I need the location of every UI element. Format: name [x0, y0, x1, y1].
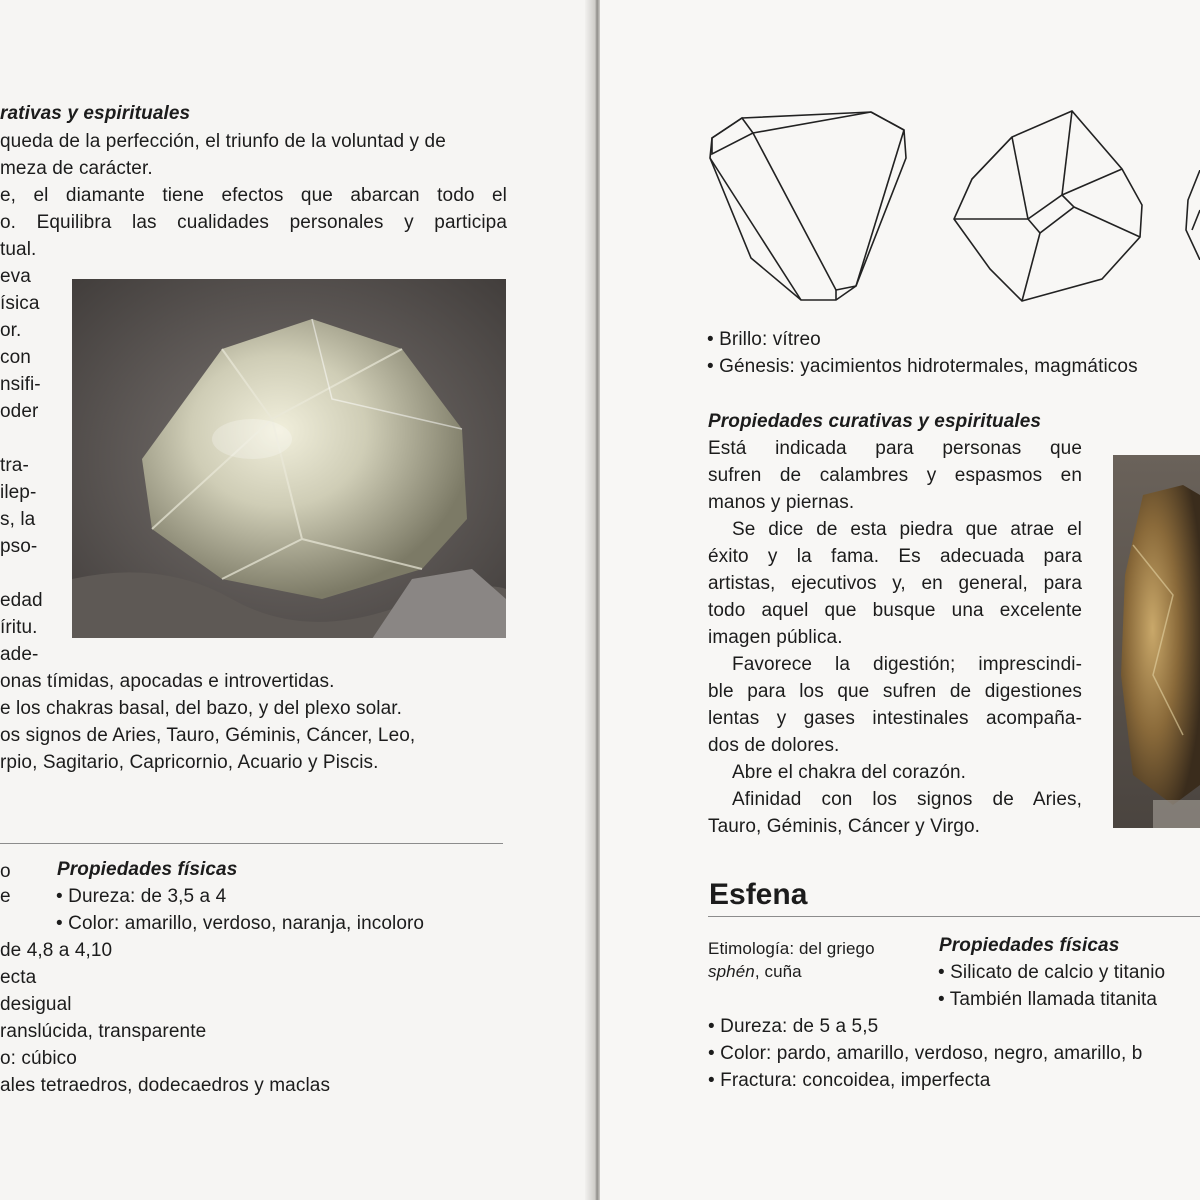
side-line: tra-: [0, 455, 29, 476]
bottom-line-2: e los chakras basal, del bazo, y del plexo solar.: [0, 698, 403, 719]
prop-item: • Génesis: yacimientos hidrotermales, magmáticos: [707, 356, 1138, 377]
side-line: con: [0, 347, 31, 368]
healing-line: ble para los que sufren de digestiones: [708, 681, 1082, 702]
sphene-photo: [1113, 455, 1200, 828]
side-line: pso-: [0, 536, 38, 557]
bottom-line-4: rpio, Sagitario, Capricornio, Acuario y Piscis.: [0, 752, 379, 773]
etymology-label: Etimología: del griego: [708, 939, 875, 958]
physical-item: • Dureza: de 3,5 a 4: [56, 886, 227, 907]
side-line: eva: [0, 266, 31, 287]
prop-item: • Brillo: vítreo: [707, 329, 821, 350]
physical-more: • Dureza: de 5 a 5,5: [708, 1016, 879, 1037]
lower-line: ales tetraedros, dodecaedros y maclas: [0, 1075, 331, 1096]
side-line: or.: [0, 320, 22, 341]
healing-line: Se dice de esta piedra que atrae el: [732, 519, 1082, 540]
bottom-line-3: os signos de Aries, Tauro, Géminis, Cáncer, Leo,: [0, 725, 416, 746]
healing-line: todo aquel que busque una excelente: [708, 600, 1082, 621]
side-line: ilep-: [0, 482, 37, 503]
healing-line: éxito y la fama. Es adecuada para: [708, 546, 1082, 567]
bottom-line-1: onas tímidas, apocadas e introvertidas.: [0, 671, 335, 692]
side-line: s, la: [0, 509, 36, 530]
lower-line: ecta: [0, 967, 37, 988]
physical-item: • También llamada titanita: [938, 989, 1158, 1010]
physical-more: • Color: pardo, amarillo, verdoso, negro, amarillo, b: [708, 1043, 1143, 1064]
healing-line: sufren de calambres y espasmos en: [708, 465, 1082, 486]
left-page: [0, 0, 590, 1200]
etymology-greek: sphén: [708, 962, 755, 981]
title-rule: [708, 916, 1200, 917]
physical-item: • Silicato de calcio y titanio: [938, 962, 1166, 983]
physical-item: • Color: amarillo, verdoso, naranja, incoloro: [56, 913, 425, 934]
section-divider: [0, 843, 503, 844]
healing-line: imagen pública.: [708, 627, 843, 648]
etymology-meaning: , cuña: [754, 962, 802, 981]
crystal-drawing-1: [706, 108, 916, 304]
healing-line: Tauro, Géminis, Cáncer y Virgo.: [708, 816, 981, 837]
healing-line: artistas, ejecutivos y, en general, para: [708, 573, 1082, 594]
margin-text: o: [0, 861, 11, 882]
lower-line: desigual: [0, 994, 72, 1015]
lower-line: o: cúbico: [0, 1048, 77, 1069]
right-page: [600, 0, 1200, 1200]
healing-line: Abre el chakra del corazón.: [732, 762, 966, 783]
intro-line-1: queda de la perfección, el triunfo de la voluntad y de: [0, 131, 446, 152]
etymology-word: [708, 958, 802, 985]
healing-line: Afinidad con los signos de Aries,: [732, 789, 1082, 810]
intro-line-4: o. Equilibra las cualidades personales y participa: [0, 212, 507, 233]
healing-line: manos y piernas.: [708, 492, 855, 513]
intro-line-2: meza de carácter.: [0, 158, 153, 179]
intro-line-3: e, el diamante tiene efectos que abarcan todo el: [0, 185, 507, 206]
healing-line: lentas y gases intestinales acompaña-: [708, 708, 1082, 729]
crystal-photo: [72, 279, 506, 638]
lower-line: ranslúcida, transparente: [0, 1021, 207, 1042]
side-line: ade-: [0, 644, 39, 665]
side-line: ísica: [0, 293, 40, 314]
physical-more: • Fractura: concoidea, imperfecta: [708, 1070, 991, 1091]
physical-heading: Propiedades físicas: [939, 935, 1120, 956]
section-title: Esfena: [709, 878, 808, 911]
side-line: nsifi-: [0, 374, 41, 395]
intro-line-5: tual.: [0, 239, 37, 260]
side-line: íritu.: [0, 617, 38, 638]
healing-heading: Propiedades curativas y espirituales: [708, 411, 1042, 432]
healing-line: Está indicada para personas que: [708, 438, 1082, 459]
lower-line: de 4,8 a 4,10: [0, 940, 113, 961]
crystal-drawing-2: [952, 109, 1144, 303]
side-line: edad: [0, 590, 43, 611]
side-line: oder: [0, 401, 39, 422]
healing-heading: rativas y espirituales: [0, 103, 191, 124]
healing-line: dos de dolores.: [708, 735, 840, 756]
healing-line: Favorece la digestión; imprescindi-: [732, 654, 1082, 675]
crystal-drawing-3: [1184, 170, 1200, 260]
margin-text: e: [0, 886, 11, 907]
physical-heading: Propiedades físicas: [57, 859, 238, 880]
